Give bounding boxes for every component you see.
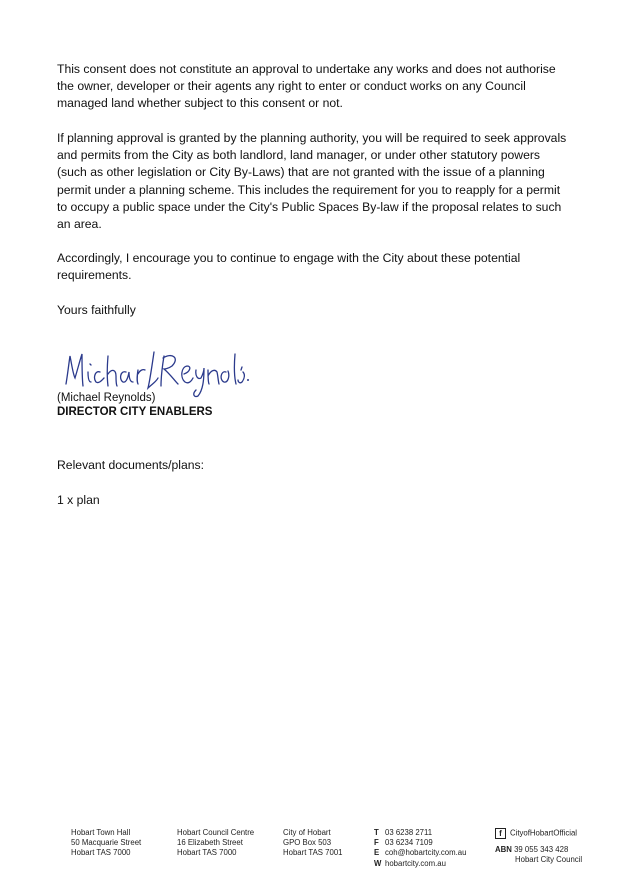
encouragement-paragraph: Accordingly, I encourage you to continue to engage with the City about these potential requirements.: [57, 251, 521, 283]
footer-email: [374, 848, 466, 858]
footer-fax: [374, 838, 466, 848]
footer-line: City of Hobart: [283, 828, 331, 837]
email-label: E: [374, 848, 380, 858]
closing-salutation: Yours faithfully: [57, 303, 136, 317]
footer-line: Hobart TAS 7000: [177, 848, 237, 858]
footer-line: Hobart Council Centre: [177, 828, 255, 837]
signatory-name: (Michael Reynolds): [57, 392, 156, 404]
fax-label: F: [374, 838, 379, 848]
footer-contact: [374, 828, 466, 869]
website-label: W: [374, 858, 382, 868]
email-value[interactable]: coh@hobartcity.com.au: [385, 848, 467, 858]
footer-line: Hobart TAS 7000: [71, 848, 131, 858]
signatory-title: DIRECTOR CITY ENABLERS: [57, 406, 213, 418]
footer: [0, 828, 622, 878]
fax-value: 03 6234 7109: [385, 838, 433, 848]
footer-town-hall-address: [71, 828, 141, 859]
documents-label: Relevant documents/plans:: [57, 458, 205, 472]
footer-line: Hobart Town Hall: [71, 828, 131, 837]
footer-line: GPO Box 503: [283, 838, 332, 848]
website-value[interactable]: hobartcity.com.au: [385, 858, 446, 868]
footer-council-centre-address: [177, 828, 254, 859]
footer-line: Hobart TAS 7001: [283, 848, 343, 858]
phone-label: T: [374, 828, 379, 837]
footer-council-name: Hobart City Council: [515, 855, 583, 865]
consent-paragraph: This consent does not constitute an approval to undertake any works and does not authorise the owner, developer or their agents any right to enter or conduct works on any Council managed land whether subject to this consent or not.: [57, 62, 556, 111]
footer-social-abn: [495, 828, 582, 865]
footer-postal-address: [283, 828, 343, 859]
footer-line: 16 Elizabeth Street: [177, 838, 243, 848]
phone-value: 03 6238 2711: [385, 828, 433, 837]
facebook-link[interactable]: [495, 828, 582, 839]
planning-approval-paragraph: If planning approval is granted by the planning authority, you will be required to seek approvals and permits from the City as both landlord, land manager, or under other statutory powers (such as other legislation or City By-Laws) that are not granted with the issue of a planning permit under a planning scheme. This includes the requirement for you to reapply for a permit to occupy a public space under the City's Public Spaces By-law if the proposal relates to such an area.: [57, 131, 567, 232]
footer-abn: [495, 845, 582, 855]
footer-website: [374, 859, 466, 869]
abn-value: 39 055 343 428: [514, 845, 569, 854]
facebook-handle: CityofHobartOfficial: [510, 828, 578, 838]
footer-phone: [374, 828, 466, 838]
documents-item: 1 x plan: [57, 493, 100, 507]
facebook-icon: f: [495, 828, 506, 839]
footer-line: 50 Macquarie Street: [71, 838, 142, 848]
abn-label: ABN: [495, 845, 512, 854]
